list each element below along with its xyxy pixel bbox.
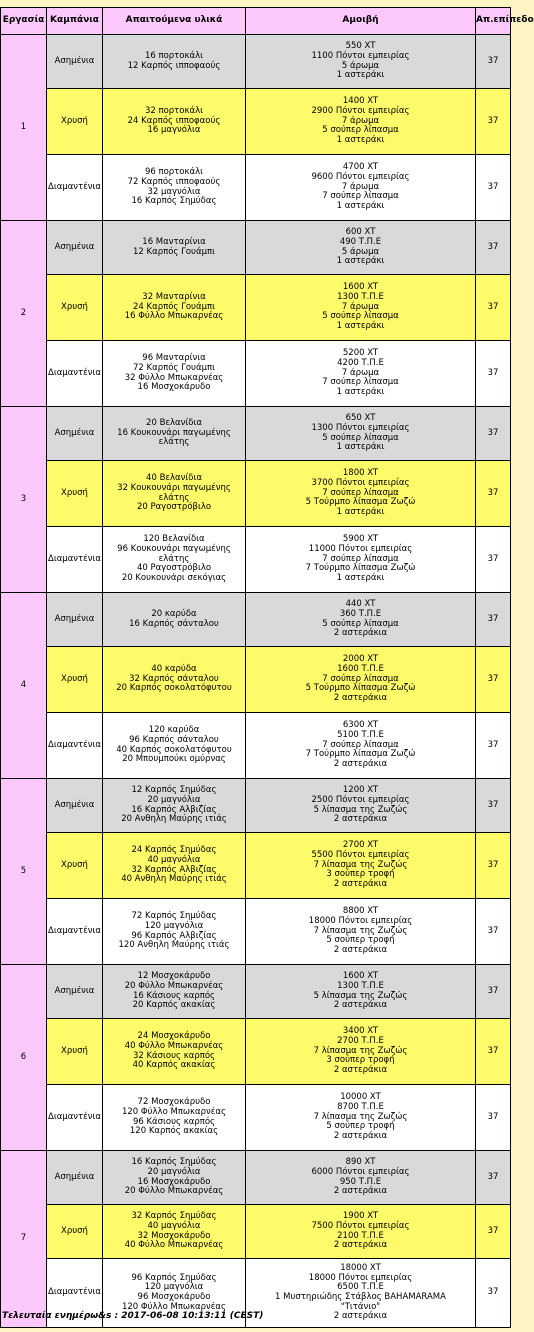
- materials-cell: [103, 35, 246, 89]
- reward-cell: [246, 461, 476, 527]
- reward-line: 1900 XT: [342, 1211, 379, 1222]
- material-line: 16 Μανταρίνια: [142, 236, 206, 247]
- reward-line: 950 Τ.Π.Ε: [339, 1176, 382, 1187]
- material-line: 20 Μπουμπούκι ομύρνας: [122, 754, 226, 765]
- materials-cell: [103, 89, 246, 155]
- reward-line: 1 αστεράκι: [336, 321, 385, 332]
- campaign-cell: Ασημένια: [47, 593, 103, 647]
- material-line: 20 Φύλλο Μπωκαρνέας: [124, 980, 224, 991]
- reward-line: 1 αστεράκι: [336, 507, 385, 518]
- reward-line: 1 αστεράκι: [336, 256, 385, 267]
- reward-line: 1300 Πόντοι εμπειρίας: [311, 422, 410, 433]
- material-line: 32 Κουκουνάρι παγωμένης: [117, 482, 231, 493]
- material-line: 20 Βελανίδια: [146, 417, 202, 428]
- material-line: 12 Καρπός Γουάμπι: [133, 246, 215, 257]
- campaign-cell: Διαμαντένια: [47, 341, 103, 407]
- materials-cell: [103, 593, 246, 647]
- reward-line: 5200 XT: [342, 348, 379, 359]
- material-line: 96 Κάσιους καρπός: [132, 1116, 216, 1127]
- material-line: 120 Βελανίδια: [143, 534, 205, 545]
- materials-cell: [103, 1205, 246, 1259]
- material-line: 16 Καρπός σάνταλου: [129, 618, 219, 629]
- campaign-cell: Ασημένια: [47, 221, 103, 275]
- materials-cell: [103, 1019, 246, 1085]
- reward-line: 3700 Πόντοι εμπειρίας: [311, 477, 410, 488]
- reward-cell: [246, 833, 476, 899]
- level-cell: 37: [476, 1019, 511, 1085]
- header-campaign: Καμπάνια: [47, 8, 103, 35]
- materials-cell: [103, 221, 246, 275]
- materials-cell: [103, 527, 246, 593]
- reward-line: 10000 XT: [340, 1092, 381, 1103]
- material-line: 20 Καρπός ακακίας: [132, 1000, 216, 1011]
- reward-line: 6300 XT: [342, 720, 379, 731]
- material-line: 32 Καρπός Σημύδας: [131, 1211, 217, 1222]
- reward-line: 2700 Τ.Π.Ε: [337, 1035, 384, 1046]
- reward-line: 3 σούπερ τροφή: [326, 869, 395, 880]
- materials-cell: [103, 713, 246, 779]
- reward-line: 550 XT: [345, 41, 376, 52]
- level-cell: 37: [476, 221, 511, 275]
- reward-cell: [246, 899, 476, 965]
- material-line: 40 Καρπός σοκολατόφυτου: [116, 744, 232, 755]
- reward-line: 5900 XT: [342, 534, 379, 545]
- table-row: [1, 713, 511, 779]
- reward-line: 7 άρωμα: [341, 367, 380, 378]
- campaign-cell: Χρυσή: [47, 1205, 103, 1259]
- material-line: 120 Καρπός ακακίας: [129, 1126, 219, 1137]
- material-line: 72 Καρπός Σημύδας: [131, 911, 217, 922]
- reward-line: 2 αστεράκια: [333, 1311, 388, 1322]
- reward-line: 5 σούπερ λίπασμα: [322, 125, 399, 136]
- reward-line: 6500 Τ.Π.Ε: [337, 1282, 384, 1293]
- reward-line: 2 αστεράκια: [333, 814, 388, 825]
- level-cell: 37: [476, 35, 511, 89]
- reward-line: 2 αστεράκια: [333, 1065, 388, 1076]
- level-cell: 37: [476, 1085, 511, 1151]
- level-cell: 37: [476, 833, 511, 899]
- materials-cell: [103, 899, 246, 965]
- material-line: 40 μαγνόλια: [147, 854, 201, 865]
- level-cell: 37: [476, 899, 511, 965]
- reward-line: 1 αστεράκι: [336, 442, 385, 453]
- reward-line: 1 Μυστηριώδης Στάβλος BAHAMARAMA: [275, 1292, 446, 1302]
- reward-line: 2 αστεράκια: [333, 1240, 388, 1251]
- table-row: [1, 221, 511, 275]
- reward-line: 3 σούπερ τροφή: [326, 1055, 395, 1066]
- table-row: [1, 1205, 511, 1259]
- materials-cell: [103, 833, 246, 899]
- material-line: 72 Καρπός ιπποφαούς: [127, 176, 221, 187]
- task-number-cell: 6: [1, 965, 47, 1151]
- material-line: 120 Ανθηλη Μαύρης ιτιάς: [118, 940, 230, 951]
- tasks-table: [0, 7, 534, 1328]
- reward-line: 5100 Τ.Π.Ε: [337, 729, 384, 740]
- reward-cell: [246, 89, 476, 155]
- task-number-cell: 7: [1, 1151, 47, 1328]
- campaign-cell: Διαμαντένια: [47, 527, 103, 593]
- reward-line: 6000 Πόντοι εμπειρίας: [311, 1166, 410, 1177]
- reward-cell: [246, 35, 476, 89]
- campaign-cell: Χρυσή: [47, 1019, 103, 1085]
- reward-line: 2 αστεράκια: [333, 879, 388, 890]
- task-number-cell: 4: [1, 593, 47, 779]
- reward-cell: [246, 593, 476, 647]
- level-cell: 37: [476, 341, 511, 407]
- material-line: 12 Καρπός ιπποφαούς: [127, 60, 221, 71]
- reward-line: 600 XT: [345, 227, 376, 238]
- table-row: [1, 899, 511, 965]
- reward-line: 5 λίπασμα της Ζωζώς: [313, 990, 408, 1001]
- reward-line: 1600 XT: [342, 971, 379, 982]
- reward-line: 1600 Τ.Π.Ε: [337, 663, 384, 674]
- level-cell: 37: [476, 647, 511, 713]
- reward-line: 5 σούπερ τροφή: [326, 1121, 395, 1132]
- table-row: [1, 275, 511, 341]
- reward-line: 5 σούπερ λίπασμα: [322, 311, 399, 322]
- reward-cell: [246, 1205, 476, 1259]
- campaign-cell: Διαμαντένια: [47, 899, 103, 965]
- material-line: 20 Κουκουνάρι σεκόγιας: [121, 573, 227, 584]
- materials-cell: [103, 155, 246, 221]
- material-line: 32 Μοσχοκάρυδο: [137, 1230, 211, 1241]
- reward-line: 2 αστεράκια: [333, 628, 388, 639]
- material-line: 96 πορτοκάλι: [144, 167, 204, 178]
- task-number-cell: 3: [1, 407, 47, 593]
- header-materials: Απαιτούμενα υλικά: [103, 8, 246, 35]
- reward-line: 4200 Τ.Π.Ε: [337, 357, 384, 368]
- reward-line: 1300 Τ.Π.Ε: [337, 980, 384, 991]
- materials-cell: [103, 407, 246, 461]
- header-task: Εργασία: [1, 8, 47, 35]
- material-line: 32 μαγνόλια: [147, 186, 201, 197]
- reward-line: 7 λίπασμα της Ζωζώς: [313, 1111, 408, 1122]
- material-line: 32 Κάσιους καρπός: [132, 1050, 216, 1061]
- reward-line: 3400 XT: [342, 1026, 379, 1037]
- material-line: 96 Μοσχοκάρυδο: [137, 1292, 211, 1302]
- table-row: [1, 833, 511, 899]
- reward-cell: [246, 275, 476, 341]
- campaign-cell: Διαμαντένια: [47, 155, 103, 221]
- material-line: 32 Καρπός Αλβιζίας: [131, 864, 217, 875]
- level-cell: 37: [476, 779, 511, 833]
- material-line: 40 Καρπός ακακίας: [132, 1060, 216, 1071]
- reward-line: 18000 Πόντοι εμπειρίας: [308, 1272, 413, 1283]
- reward-cell: [246, 965, 476, 1019]
- reward-line: 5 σούπερ λίπασμα: [322, 618, 399, 629]
- header-row: [1, 8, 511, 35]
- material-line: 24 Μοσχοκάρυδο: [137, 1031, 211, 1042]
- table-row: [1, 89, 511, 155]
- material-line: 20 Ραγοστρόβιλο: [136, 502, 212, 513]
- reward-line: 7 σούπερ λίπασμα: [322, 553, 399, 564]
- table-row: [1, 593, 511, 647]
- campaign-cell: Χρυσή: [47, 89, 103, 155]
- header-reward: Αμοιβή: [246, 8, 476, 35]
- reward-line: 1 αστεράκι: [336, 135, 385, 146]
- table-row: [1, 155, 511, 221]
- materials-cell: [103, 647, 246, 713]
- material-line: 96 Καρπός Αλβιζίας: [131, 930, 217, 941]
- reward-line: 7 λίπασμα της Ζωζώς: [313, 859, 408, 870]
- material-line: 20 Φύλλο Μπωκαρνέας: [124, 1186, 224, 1197]
- reward-line: 2 αστεράκια: [333, 1131, 388, 1142]
- material-line: 96 Μανταρίνια: [142, 353, 206, 364]
- material-line: 120 καρύδα: [148, 725, 200, 736]
- reward-cell: [246, 1151, 476, 1205]
- material-line: 16 μαγνόλια: [147, 125, 201, 136]
- reward-line: 650 XT: [345, 413, 376, 424]
- material-line: 16 Κάσιους καρπός: [132, 990, 216, 1001]
- campaign-cell: Διαμαντένια: [47, 1259, 103, 1328]
- reward-line: 5 άρωμα: [341, 246, 380, 257]
- table-row: [1, 35, 511, 89]
- reward-line: 5500 Πόντοι εμπειρίας: [311, 849, 410, 860]
- level-cell: 37: [476, 965, 511, 1019]
- material-line: 16 Μοσχοκάρυδο: [137, 382, 211, 393]
- reward-cell: [246, 779, 476, 833]
- reward-line: 2 αστεράκια: [333, 1000, 388, 1011]
- reward-line: 5 λίπασμα της Ζωζώς: [313, 804, 408, 815]
- material-line: 32 Φύλλο Μπωκαρνέας: [124, 372, 224, 383]
- reward-cell: [246, 221, 476, 275]
- reward-line: 440 XT: [345, 599, 376, 610]
- materials-cell: [103, 341, 246, 407]
- campaign-cell: Διαμαντένια: [47, 1085, 103, 1151]
- level-cell: 37: [476, 527, 511, 593]
- material-line: 40 Φύλλο Μπωκαρνέας: [124, 1240, 224, 1251]
- material-line: 32 Μανταρίνια: [142, 291, 206, 302]
- material-line: 120 Φύλλο Μπωκαρνέας: [121, 1106, 226, 1117]
- reward-line: 5 Τούρμπο λίπασμα Ζωζώ: [305, 683, 416, 694]
- reward-line: 18000 Πόντοι εμπειρίας: [308, 915, 413, 926]
- level-cell: 37: [476, 713, 511, 779]
- task-number-cell: 2: [1, 221, 47, 407]
- material-line: 120 μαγνόλια: [144, 920, 204, 931]
- level-cell: 37: [476, 1151, 511, 1205]
- materials-cell: [103, 779, 246, 833]
- reward-line: 7 άρωμα: [341, 181, 380, 192]
- campaign-cell: Ασημένια: [47, 965, 103, 1019]
- table-row: [1, 779, 511, 833]
- reward-line: 9600 Πόντοι εμπειρίας: [311, 171, 410, 182]
- reward-line: 1300 Τ.Π.Ε: [337, 291, 384, 302]
- reward-cell: [246, 341, 476, 407]
- material-line: 12 Μοσχοκάρυδο: [137, 971, 211, 982]
- campaign-cell: Χρυσή: [47, 461, 103, 527]
- reward-line: 2 αστεράκια: [333, 945, 388, 956]
- page-wrapper: [0, 7, 534, 1328]
- material-line: 12 Καρπός Σημύδας: [131, 785, 217, 796]
- reward-line: 2 αστεράκια: [333, 693, 388, 704]
- materials-cell: [103, 1085, 246, 1151]
- reward-line: 7 άρωμα: [341, 301, 380, 312]
- table-row: [1, 1085, 511, 1151]
- campaign-cell: Χρυσή: [47, 833, 103, 899]
- material-line: 40 Φύλλο Μπωκαρνέας: [124, 1040, 224, 1051]
- reward-line: 4700 XT: [342, 162, 379, 173]
- level-cell: 37: [476, 593, 511, 647]
- reward-line: 8800 XT: [342, 906, 379, 917]
- material-line: 96 Καρπός Σημύδας: [131, 1272, 217, 1283]
- reward-line: 2100 Τ.Π.Ε: [337, 1230, 384, 1241]
- reward-line: 2000 XT: [342, 654, 379, 665]
- reward-line: 7 σούπερ λίπασμα: [322, 487, 399, 498]
- material-line: 16 Καρπός Αλβιζίας: [131, 804, 217, 815]
- material-line: 16 πορτοκάλι: [144, 50, 204, 61]
- material-line: 120 μαγνόλια: [144, 1282, 204, 1293]
- reward-line: 1 αστεράκι: [336, 70, 385, 81]
- material-line: 20 μαγνόλια: [147, 794, 201, 805]
- material-line: ελάτης: [158, 437, 190, 448]
- reward-cell: [246, 527, 476, 593]
- reward-line: 2500 Πόντοι εμπειρίας: [311, 794, 410, 805]
- level-cell: 37: [476, 1259, 511, 1328]
- material-line: 96 Κουκουνάρι παγωμένης: [117, 543, 231, 554]
- material-line: 16 Καρπός Σημύδας: [131, 1157, 217, 1168]
- header-level: Απ.επίπεδο: [476, 8, 511, 35]
- materials-cell: [103, 965, 246, 1019]
- material-line: 24 Καρπός Σημύδας: [131, 845, 217, 856]
- level-cell: 37: [476, 1205, 511, 1259]
- materials-cell: [103, 1151, 246, 1205]
- reward-cell: [246, 647, 476, 713]
- reward-line: 7500 Πόντοι εμπειρίας: [311, 1220, 410, 1231]
- table-row: [1, 341, 511, 407]
- reward-line: 5 σούπερ λίπασμα: [322, 432, 399, 443]
- table-row: [1, 461, 511, 527]
- reward-cell: [246, 1085, 476, 1151]
- reward-line: 7 Τούρμπο λίπασμα Ζωζώ: [305, 749, 416, 760]
- material-line: 72 Καρπός Γουάμπι: [133, 362, 215, 373]
- reward-line: 7 Τούρμπο λίπασμα Ζωζώ: [305, 563, 416, 574]
- reward-cell: [246, 1019, 476, 1085]
- table-row: [1, 527, 511, 593]
- material-line: 24 Καρπός Γουάμπι: [133, 301, 215, 312]
- campaign-cell: Ασημένια: [47, 779, 103, 833]
- reward-line: 1400 XT: [342, 96, 379, 107]
- material-line: 96 Καρπός σάνταλου: [129, 734, 219, 745]
- reward-line: 2700 XT: [342, 840, 379, 851]
- tasks-body: [1, 35, 511, 1328]
- reward-line: 18000 XT: [340, 1262, 381, 1273]
- reward-line: 7 σούπερ λίπασμα: [322, 191, 399, 202]
- reward-line: 8700 Τ.Π.Ε: [337, 1101, 384, 1112]
- level-cell: 37: [476, 461, 511, 527]
- table-row: [1, 407, 511, 461]
- reward-line: 1800 XT: [342, 468, 379, 479]
- materials-cell: [103, 461, 246, 527]
- material-line: 32 Καρπός σάνταλου: [129, 673, 219, 684]
- level-cell: 37: [476, 89, 511, 155]
- reward-line: 2 αστεράκια: [333, 1186, 388, 1197]
- material-line: 72 Μοσχοκάρυδο: [137, 1097, 211, 1108]
- reward-line: 890 XT: [345, 1157, 376, 1168]
- material-line: 20 Ανθηλη Μαύρης ιτιάς: [121, 814, 227, 825]
- campaign-cell: Διαμαντένια: [47, 713, 103, 779]
- campaign-cell: Ασημένια: [47, 407, 103, 461]
- reward-line: "Τιτάνιο": [340, 1301, 381, 1312]
- reward-line: 5 σούπερ τροφή: [326, 935, 395, 946]
- campaign-cell: Ασημένια: [47, 1151, 103, 1205]
- table-row: [1, 647, 511, 713]
- reward-line: 1 αστεράκι: [336, 201, 385, 212]
- material-line: 40 Ανθηλη Μαύρης ιτιάς: [121, 874, 227, 885]
- reward-line: 2 αστεράκια: [333, 759, 388, 770]
- material-line: 16 Καρπός Σημύδας: [131, 196, 217, 207]
- reward-line: 7 σούπερ λίπασμα: [322, 673, 399, 684]
- material-line: 20 μαγνόλια: [147, 1166, 201, 1177]
- materials-cell: [103, 275, 246, 341]
- reward-line: 1 αστεράκι: [336, 387, 385, 398]
- material-line: 40 Ραγοστρόβιλο: [136, 563, 212, 574]
- level-cell: 37: [476, 407, 511, 461]
- campaign-cell: Χρυσή: [47, 275, 103, 341]
- material-line: 20 καρύδα: [151, 608, 197, 619]
- material-line: 24 Καρπός ιπποφαούς: [127, 115, 221, 126]
- reward-cell: [246, 155, 476, 221]
- material-line: 16 Φύλλο Μπωκαρνέας: [124, 311, 224, 322]
- reward-line: 7 άρωμα: [341, 115, 380, 126]
- reward-line: 5 Τούρμπο λίπασμα Ζωζώ: [305, 497, 416, 508]
- reward-line: 7 σούπερ λίπασμα: [322, 739, 399, 750]
- reward-line: 1 αστεράκι: [336, 573, 385, 584]
- reward-line: 7 σούπερ λίπασμα: [322, 377, 399, 388]
- task-number-cell: 5: [1, 779, 47, 965]
- reward-cell: [246, 1259, 476, 1328]
- material-line: 40 καρύδα: [151, 663, 197, 674]
- campaign-cell: Ασημένια: [47, 35, 103, 89]
- reward-line: 7 λίπασμα της Ζωζώς: [313, 925, 408, 936]
- reward-line: 7 λίπασμα της Ζωζώς: [313, 1045, 408, 1056]
- table-row: [1, 965, 511, 1019]
- level-cell: 37: [476, 155, 511, 221]
- material-line: 40 Βελανίδια: [146, 473, 202, 484]
- reward-line: 490 Τ.Π.Ε: [339, 236, 382, 247]
- reward-line: 2900 Πόντοι εμπειρίας: [311, 105, 410, 116]
- material-line: 16 Κουκουνάρι παγωμένης: [117, 427, 231, 438]
- reward-line: 1100 Πόντοι εμπειρίας: [311, 50, 410, 61]
- level-cell: 37: [476, 275, 511, 341]
- material-line: 20 Καρπός σοκολατόφυτου: [116, 683, 232, 694]
- material-line: ελάτης: [158, 553, 190, 564]
- table-row: [1, 1151, 511, 1205]
- material-line: 32 πορτοκάλι: [144, 105, 204, 116]
- last-updated: Τελευταία ενημέρω&s : 2017-06-08 10:13:11 (CEST): [2, 1311, 264, 1321]
- reward-line: 11000 Πόντοι εμπειρίας: [308, 543, 413, 554]
- material-line: 40 μαγνόλια: [147, 1220, 201, 1231]
- reward-line: 1600 XT: [342, 282, 379, 293]
- table-row: [1, 1019, 511, 1085]
- material-line: 120 Φύλλο Μπωκαρνέας: [121, 1301, 226, 1312]
- reward-cell: [246, 713, 476, 779]
- reward-line: 5 άρωμα: [341, 60, 380, 71]
- campaign-cell: Χρυσή: [47, 647, 103, 713]
- reward-cell: [246, 407, 476, 461]
- reward-line: 360 Τ.Π.Ε: [339, 608, 382, 619]
- task-number-cell: 1: [1, 35, 47, 221]
- reward-line: 1200 XT: [342, 785, 379, 796]
- material-line: ελάτης: [158, 492, 190, 503]
- material-line: 16 Μοσχοκάρυδο: [137, 1176, 211, 1187]
